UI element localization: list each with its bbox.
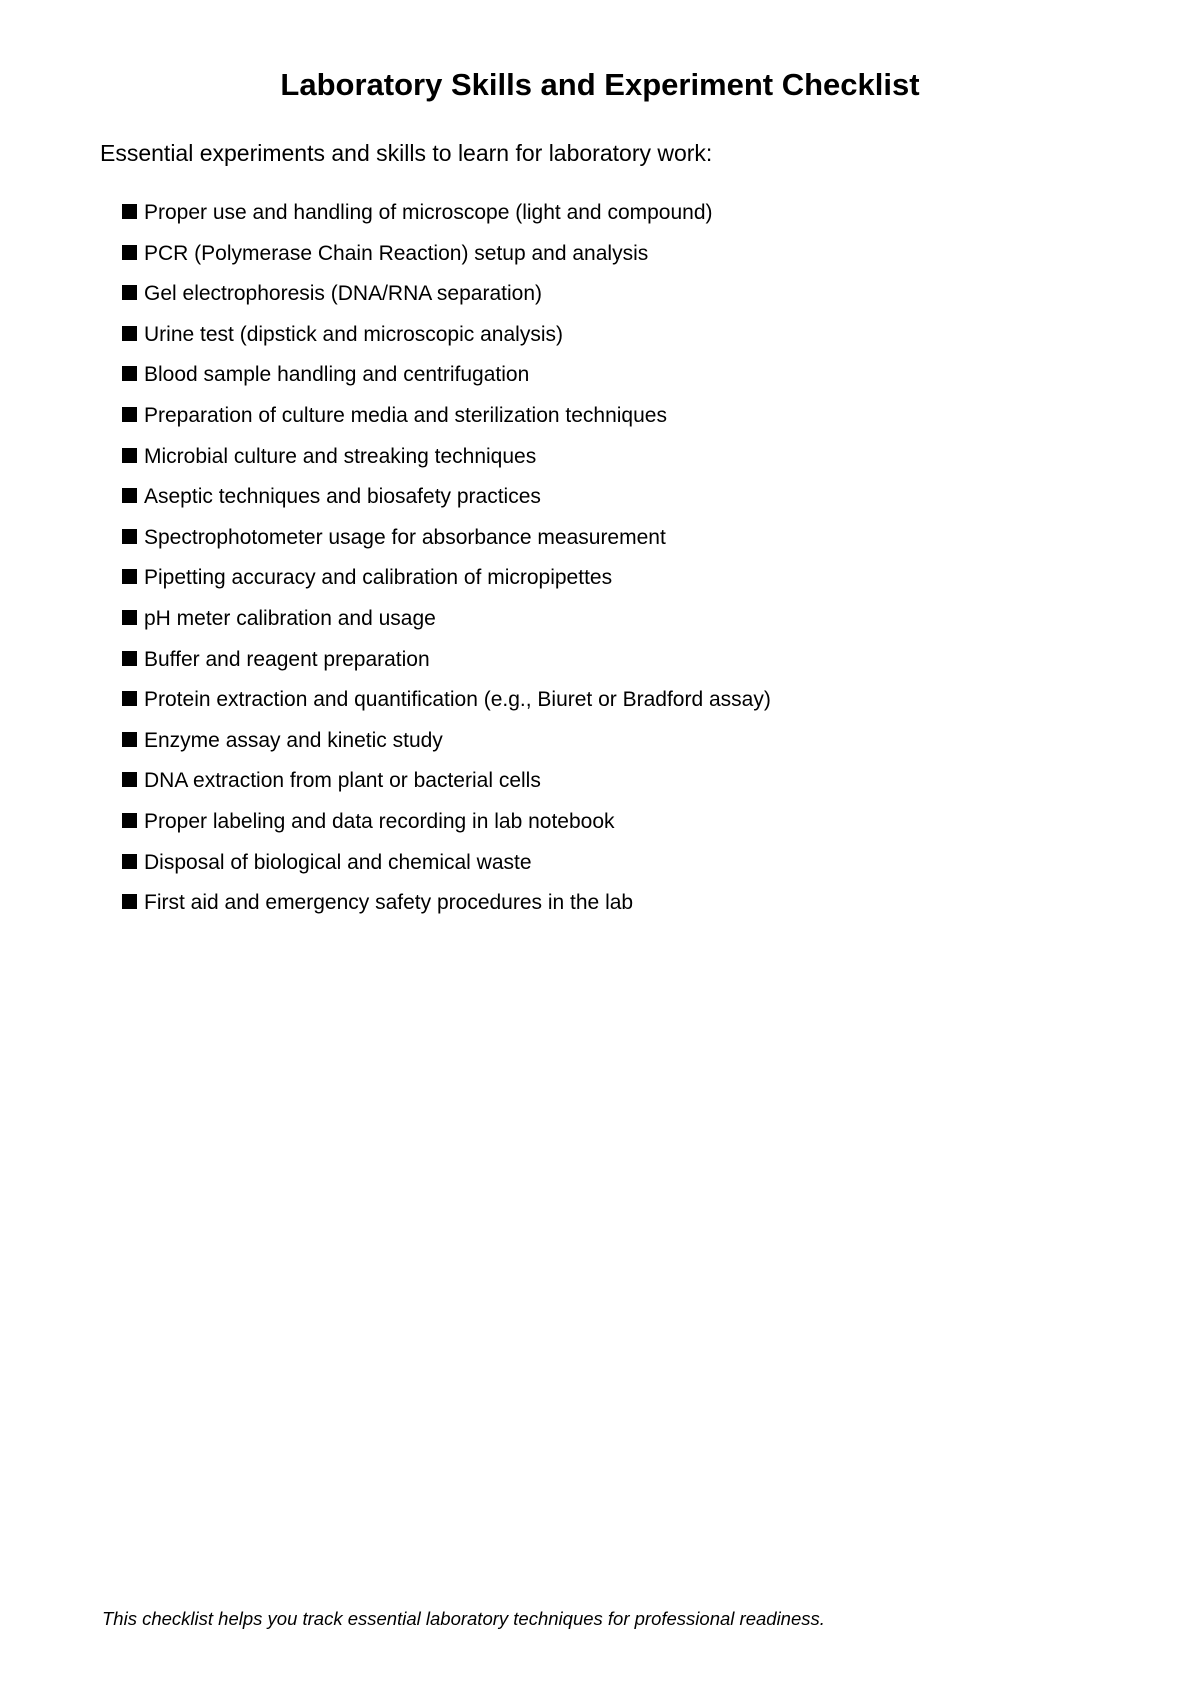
checklist-item-label: Protein extraction and quantification (e.g., Biuret or Bradford assay) (144, 688, 771, 712)
checklist-item-label: Proper labeling and data recording in lab notebook (144, 809, 615, 833)
checkbox-square-icon[interactable] (122, 448, 137, 463)
checklist (122, 200, 771, 931)
checkbox-square-icon[interactable] (122, 204, 137, 219)
page-title: Laboratory Skills and Experiment Checklist (280, 67, 920, 102)
checklist-item[interactable] (122, 768, 771, 809)
checklist-item[interactable] (122, 444, 771, 485)
checklist-item[interactable] (122, 809, 771, 850)
checklist-item[interactable] (122, 565, 771, 606)
checkbox-square-icon[interactable] (122, 245, 137, 260)
checklist-item[interactable] (122, 281, 771, 322)
checklist-item[interactable] (122, 647, 771, 688)
checklist-item-label: Aseptic techniques and biosafety practices (144, 485, 541, 509)
checklist-item-label: Gel electrophoresis (DNA/RNA separation) (144, 282, 542, 306)
checklist-item-label: Pipetting accuracy and calibration of micropipettes (144, 566, 613, 590)
checkbox-square-icon[interactable] (122, 651, 137, 666)
checklist-item-label: First aid and emergency safety procedures in the lab (144, 891, 634, 915)
checkbox-square-icon[interactable] (122, 854, 137, 869)
checkbox-square-icon[interactable] (122, 732, 137, 747)
checklist-item-label: Spectrophotometer usage for absorbance measurement (144, 525, 666, 549)
checkbox-square-icon[interactable] (122, 772, 137, 787)
checklist-item[interactable] (122, 890, 771, 931)
checklist-item-label: Blood sample handling and centrifugation (144, 363, 530, 387)
checklist-item[interactable] (122, 362, 771, 403)
checklist-item-label: PCR (Polymerase Chain Reaction) setup and analysis (144, 241, 649, 265)
checkbox-square-icon[interactable] (122, 285, 137, 300)
checkbox-square-icon[interactable] (122, 326, 137, 341)
footer-note: This checklist helps you track essential laboratory techniques for professional readiness. (102, 1608, 825, 1629)
checklist-item-label: Proper use and handling of microscope (light and compound) (144, 201, 713, 224)
checkbox-square-icon[interactable] (122, 610, 137, 625)
checklist-item[interactable] (122, 850, 771, 891)
checkbox-square-icon[interactable] (122, 569, 137, 584)
checkbox-square-icon[interactable] (122, 407, 137, 422)
checkbox-square-icon[interactable] (122, 488, 137, 503)
checklist-item-label: Buffer and reagent preparation (144, 647, 430, 671)
checklist-item-label: Preparation of culture media and sterilization techniques (144, 403, 667, 427)
checklist-item[interactable] (122, 728, 771, 769)
checklist-item-label: pH meter calibration and usage (144, 606, 436, 630)
checkbox-square-icon[interactable] (122, 894, 137, 909)
checklist-item[interactable] (122, 403, 771, 444)
intro-text: Essential experiments and skills to learn for laboratory work: (100, 140, 713, 166)
checklist-item-label: Enzyme assay and kinetic study (144, 728, 443, 752)
checklist-item[interactable] (122, 322, 771, 363)
checklist-item-label: Urine test (dipstick and microscopic analysis) (144, 322, 563, 346)
checkbox-square-icon[interactable] (122, 366, 137, 381)
checklist-item[interactable] (122, 687, 771, 728)
checklist-item[interactable] (122, 241, 771, 282)
checklist-item[interactable] (122, 606, 771, 647)
checkbox-square-icon[interactable] (122, 813, 137, 828)
checkbox-square-icon[interactable] (122, 691, 137, 706)
checklist-item[interactable] (122, 525, 771, 566)
checklist-item-label: DNA extraction from plant or bacterial cells (144, 769, 541, 793)
checklist-item[interactable] (122, 200, 771, 241)
checkbox-square-icon[interactable] (122, 529, 137, 544)
checklist-item[interactable] (122, 484, 771, 525)
checklist-item-label: Disposal of biological and chemical waste (144, 850, 532, 874)
checklist-item-label: Microbial culture and streaking techniques (144, 444, 537, 468)
